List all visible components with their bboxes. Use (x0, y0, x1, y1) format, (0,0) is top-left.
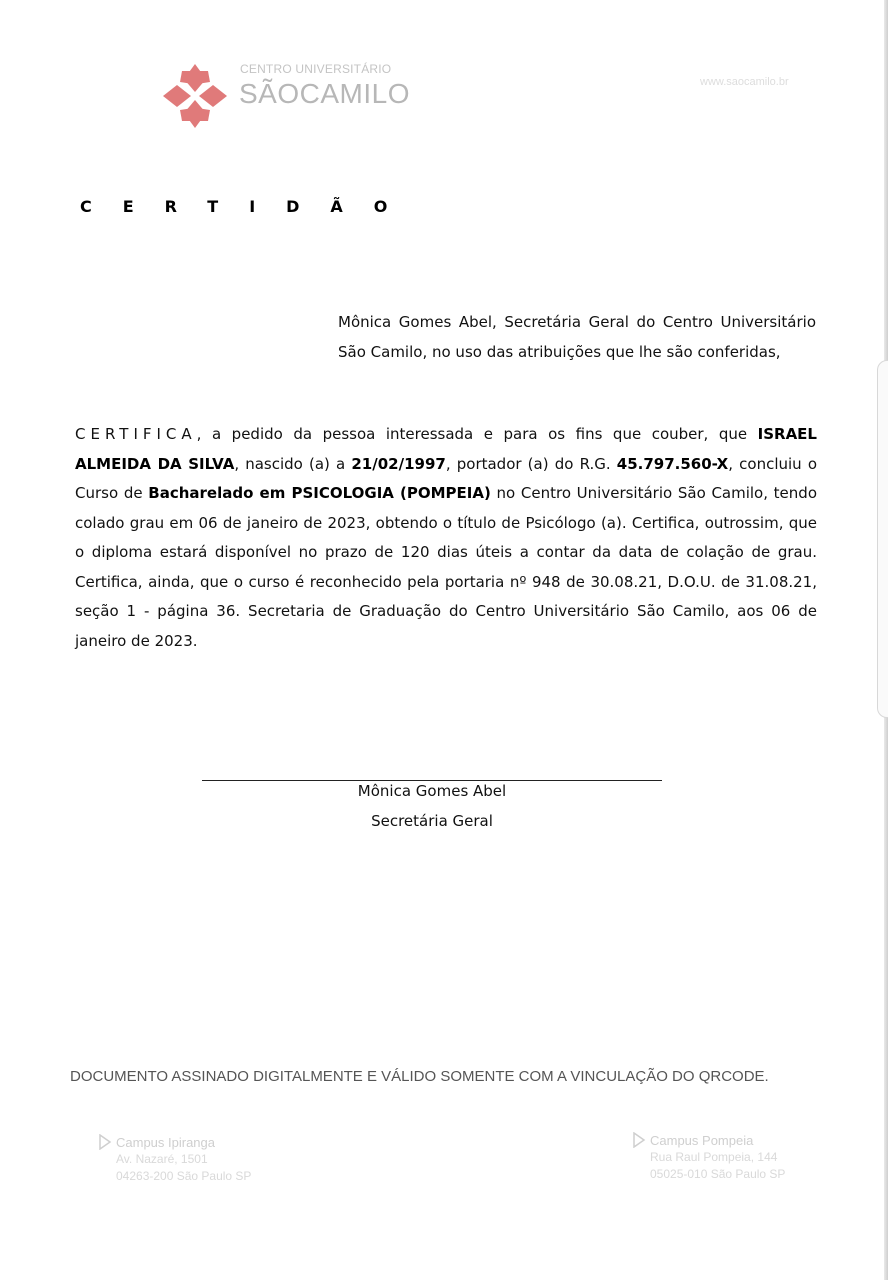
body-text-5: no Centro Universitário São Camilo, tendo colado grau em 06 de janeiro de 2023, obtendo o título de Psicólogo (a). Certifica, outrossim, que o diploma estará disponível no prazo de 120 dias úteis a contar da data de colação de grau. Certifica, ainda, que o curso é reconhecido pela portaria nº 948 de 30.08.21, D.O.U. de 31.08.21, seção 1 - página 36. Secretaria de Graduação do Centro Universitário São Camilo, aos 06 de janeiro de 2023. (75, 484, 817, 650)
site-url: www.saocamilo.br (700, 76, 789, 88)
body-text-3: , portador (a) do R.G. (445, 454, 617, 473)
person-name: ISRAEL ALMEIDA DA SILVA (75, 425, 817, 473)
campus-pompeia (632, 1132, 832, 1188)
course-name: Bacharelado em PSICOLOGIA (POMPEIA) (148, 484, 491, 502)
play-arrow-icon (632, 1132, 646, 1148)
body-text-1: , a pedido da pessoa interessada e para os fins que couber, que (196, 425, 758, 443)
campus-city: 04263-200 São Paulo SP (116, 1169, 252, 1183)
campus-ipiranga (98, 1134, 298, 1190)
intro-paragraph: Mônica Gomes Abel, Secretária Geral do Centro Universitário São Camilo, no uso das atribuições que lhe são conferidas, (338, 313, 816, 361)
side-scroll-tab[interactable] (877, 360, 888, 718)
campus-name: Campus Pompeia (650, 1133, 754, 1148)
digital-signature-note: DOCUMENTO ASSINADO DIGITALMENTE E VÁLIDO SOMENTE COM A VINCULAÇÃO DO QRCODE. (70, 1068, 769, 1085)
campus-name: Campus Ipiranga (116, 1135, 215, 1150)
rg-number: 45.797.560-X (616, 454, 729, 473)
campus-address: Av. Nazaré, 1501 (116, 1152, 208, 1166)
document-title: CERTIDÃO (80, 197, 419, 216)
cross-logo-icon (160, 62, 230, 130)
campus-city: 05025-010 São Paulo SP (650, 1167, 786, 1181)
signatory-role: Secretária Geral (371, 812, 493, 830)
logo-top-text: CENTRO UNIVERSITÁRIO (240, 62, 392, 76)
sao-camilo-logo (160, 62, 410, 130)
body-text-2: , nascido (a) a (234, 454, 352, 473)
certificate-body (75, 420, 817, 656)
play-arrow-icon (98, 1134, 112, 1150)
signature-line (202, 780, 662, 781)
birth-date: 21/02/1997 (351, 454, 446, 473)
logo-main-text: SÃOCAMILO (239, 78, 410, 109)
certifica-word: CERTIFICA (75, 425, 197, 443)
signatory-name: Mônica Gomes Abel (357, 782, 507, 800)
body-text-4: , concluiu o Curso de (75, 454, 817, 502)
campus-address: Rua Raul Pompeia, 144 (650, 1150, 778, 1164)
